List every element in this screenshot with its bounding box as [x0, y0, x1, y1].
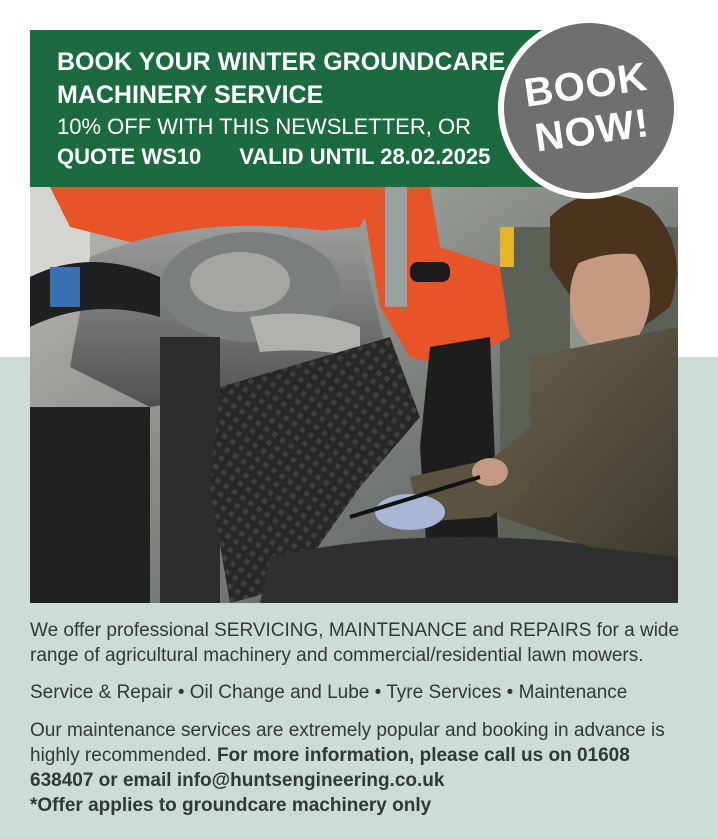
banner-headline-line1: BOOK YOUR WINTER GROUNDCARE [57, 48, 506, 76]
booking-note: Our maintenance services are extremely popular and booking in advance is highly recommended. [30, 720, 665, 766]
booking-paragraph [30, 718, 690, 793]
service-separator: • [506, 682, 514, 703]
service-item: Tyre Services [386, 682, 502, 703]
services-list [30, 680, 690, 705]
book-now-line2: NOW! [532, 100, 653, 161]
description-text [30, 618, 690, 818]
service-item: Oil Change and Lube [189, 682, 370, 703]
promo-banner [30, 30, 550, 187]
service-item: Service & Repair [30, 682, 173, 703]
banner-discount-text: 10% OFF WITH THIS NEWSLETTER, OR [57, 114, 471, 139]
validity-date: VALID UNTIL 28.02.2025 [239, 144, 491, 169]
book-now-line1: BOOK [521, 54, 651, 116]
offer-disclaimer: *Offer applies to groundcare machinery only [30, 795, 432, 816]
intro-paragraph: We offer professional SERVICING, MAINTENANCE and REPAIRS for a wide range of agricultural machinery and commercial/residential lawn mowers. [30, 620, 680, 666]
banner-quote-line [57, 142, 550, 172]
contact-info: For more information, please call us on 01608 638407 or email info@huntsengineering.co.uk [30, 745, 630, 791]
banner-headline-line2: MACHINERY SERVICE [57, 81, 324, 109]
mechanic-servicing-tractor-photo [30, 187, 678, 603]
service-separator: • [177, 682, 185, 703]
service-separator: • [374, 682, 382, 703]
service-item: Maintenance [518, 682, 628, 703]
promo-code: QUOTE WS10 [57, 144, 202, 169]
